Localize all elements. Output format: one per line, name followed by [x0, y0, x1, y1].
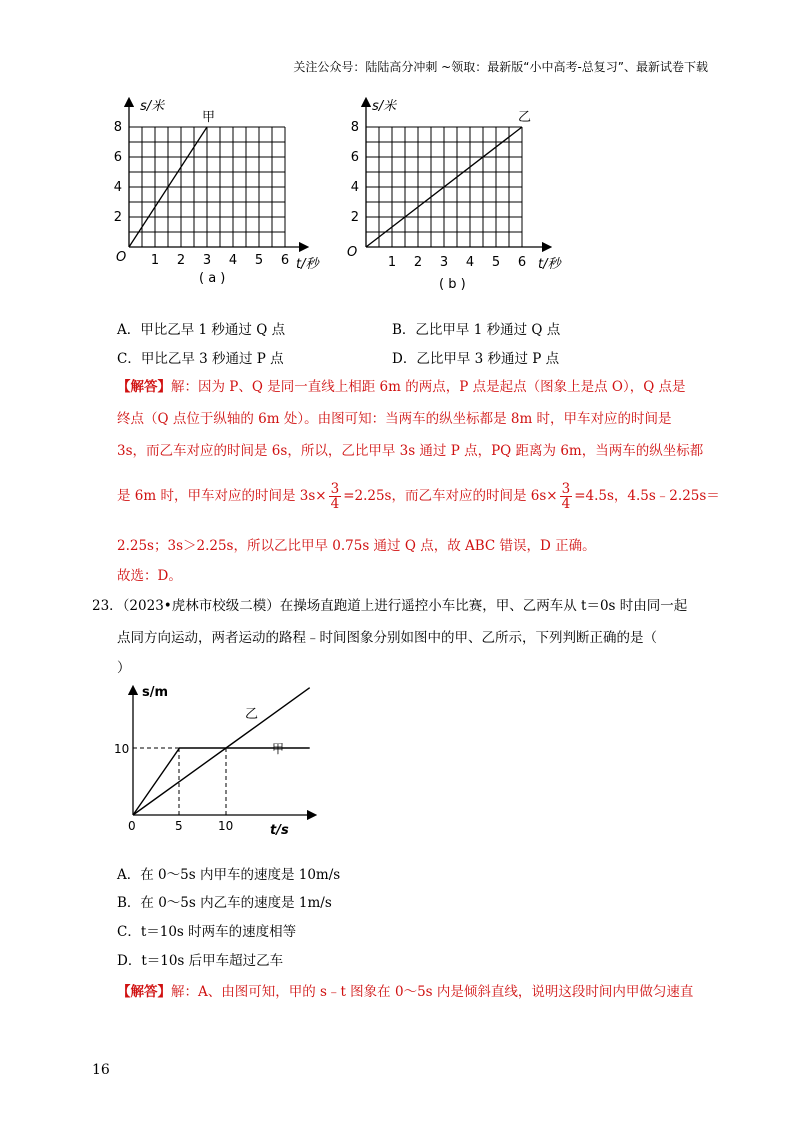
answer-seg: =4.5s，4.5s﹣2.25s＝ [574, 488, 720, 505]
option-c[interactable]: C．甲比乙早 3 秒通过 P 点 [117, 351, 284, 367]
y-axis-label: s/米 [140, 99, 165, 114]
answer-line-5: 2.25s；3s＞2.25s，所以乙比甲早 0.75s 通过 Q 点，故 ABC 错误，D 正确。 [117, 538, 596, 554]
q23-graph [112, 680, 322, 840]
fraction-denominator: 4 [330, 496, 340, 513]
x-tick: 6 [280, 253, 290, 268]
page-number: 16 [92, 1062, 110, 1078]
y-tick: 8 [113, 120, 122, 135]
x-tick: 5 [175, 819, 183, 833]
fraction-denominator: 4 [561, 496, 571, 513]
q23-option-d[interactable]: D．t＝10s 后甲车超过乙车 [117, 953, 284, 969]
x-tick: 3 [439, 255, 449, 270]
y-tick: 6 [113, 150, 122, 165]
y-ticks-a [114, 120, 122, 225]
q23-stem-2: 点同方向运动，两者运动的路程﹣时间图象分别如图中的甲、乙所示，下列判断正确的是（ [117, 630, 657, 646]
x-tick: 6 [517, 255, 527, 270]
y-ticks-b [351, 120, 359, 225]
fraction-numerator: 3 [561, 481, 571, 497]
origin-label: O [347, 245, 358, 260]
grid-a [129, 127, 285, 247]
y-axis-label: s/米 [372, 99, 397, 114]
x-tick: 0 [128, 819, 136, 833]
x-tick: 5 [254, 253, 264, 268]
x-axis-label: t/秒 [296, 257, 319, 272]
q23-option-b[interactable]: B．在 0～5s 内乙车的速度是 1m/s [117, 895, 332, 911]
x-ticks-b [388, 255, 526, 270]
x-axis-label: t/s [270, 823, 289, 838]
answer-seg: =2.25s，而乙车对应的时间是 6s× [343, 488, 558, 505]
answer-line-2: 终点（Q 点位于纵轴的 6m 处）。由图可知：当两车的纵坐标都是 8m 时，甲车对应的时间是 [117, 411, 672, 427]
q23-stem-3: ） [117, 660, 131, 676]
q23-option-a[interactable]: A．在 0～5s 内甲车的速度是 10m/s [117, 867, 341, 883]
fraction [560, 482, 573, 511]
line-label-jia: 甲 [202, 110, 216, 125]
y-tick-10: 10 [114, 742, 130, 756]
answer-line-1 [117, 375, 686, 395]
option-d[interactable]: D．乙比甲早 3 秒通过 P 点 [392, 351, 560, 367]
x-ticks-a [151, 253, 289, 268]
answer-seg: 是 6m 时，甲车对应的时间是 3s× [117, 488, 327, 505]
q23-stem-1: 23．（2023•虎林市校级二模）在操场直跑道上进行遥控小车比赛，甲、乙两车从 t＝0s 时由同一起 [92, 598, 688, 614]
line-label-yi: 乙 [518, 110, 532, 125]
x-tick: 1 [150, 253, 160, 268]
x-tick: 5 [491, 255, 501, 270]
page-header: 关注公众号：陆陆高分冲刺 ~领取：最新版“小中高考-总复习”、最新试卷下载 [293, 60, 708, 74]
option-b[interactable]: B．乙比甲早 1 秒通过 Q 点 [392, 322, 561, 338]
x-tick: 1 [387, 255, 397, 270]
y-tick: 8 [350, 120, 359, 135]
q23-option-c[interactable]: C．t＝10s 时两车的速度相等 [117, 924, 297, 940]
x-tick: 2 [176, 253, 186, 268]
answer-line-3: 3s，而乙车对应的时间是 6s，所以，乙比甲早 3s 通过 P 点，PQ 距离为 6m，当两车的纵坐标都 [117, 443, 704, 459]
y-axis-label: s/m [142, 685, 169, 700]
y-tick: 2 [113, 210, 122, 225]
answer-choice: 故选：D。 [117, 568, 182, 584]
answer-tag: 【解答】 [117, 379, 171, 395]
x-tick: 3 [202, 253, 212, 268]
x-tick: 2 [413, 255, 423, 270]
y-tick: 2 [350, 210, 359, 225]
q23-answer-line-1 [117, 980, 693, 1000]
answer-text: 解：因为 P、Q 是同一直线上相距 6m 的两点，P 点是起点（图象上是点 O），Q 点是 [171, 379, 686, 395]
answer-text: 解：A、由图可知，甲的 s﹣t 图象在 0～5s 内是倾斜直线，说明这段时间内甲做匀速直 [171, 984, 694, 1000]
x-tick: 10 [218, 819, 234, 833]
caption: ( a ) [199, 271, 226, 286]
x-axis-label: t/秒 [538, 257, 561, 272]
label-jia: 甲 [272, 742, 285, 756]
caption: ( b ) [439, 277, 466, 292]
x-tick: 4 [228, 253, 238, 268]
origin-label: O [116, 250, 127, 265]
y-tick: 4 [113, 180, 122, 195]
graph-a [108, 90, 338, 290]
answer-tag: 【解答】 [117, 984, 171, 1000]
answer-line-4 [117, 482, 720, 511]
label-yi: 乙 [245, 707, 259, 722]
option-a[interactable]: A．甲比乙早 1 秒通过 Q 点 [117, 322, 286, 338]
y-tick: 6 [350, 150, 359, 165]
x-tick: 4 [465, 255, 475, 270]
fraction [329, 482, 342, 511]
series-line-jia [133, 748, 310, 815]
y-tick: 4 [350, 180, 359, 195]
graph-b [342, 90, 582, 300]
fraction-numerator: 3 [330, 481, 340, 497]
